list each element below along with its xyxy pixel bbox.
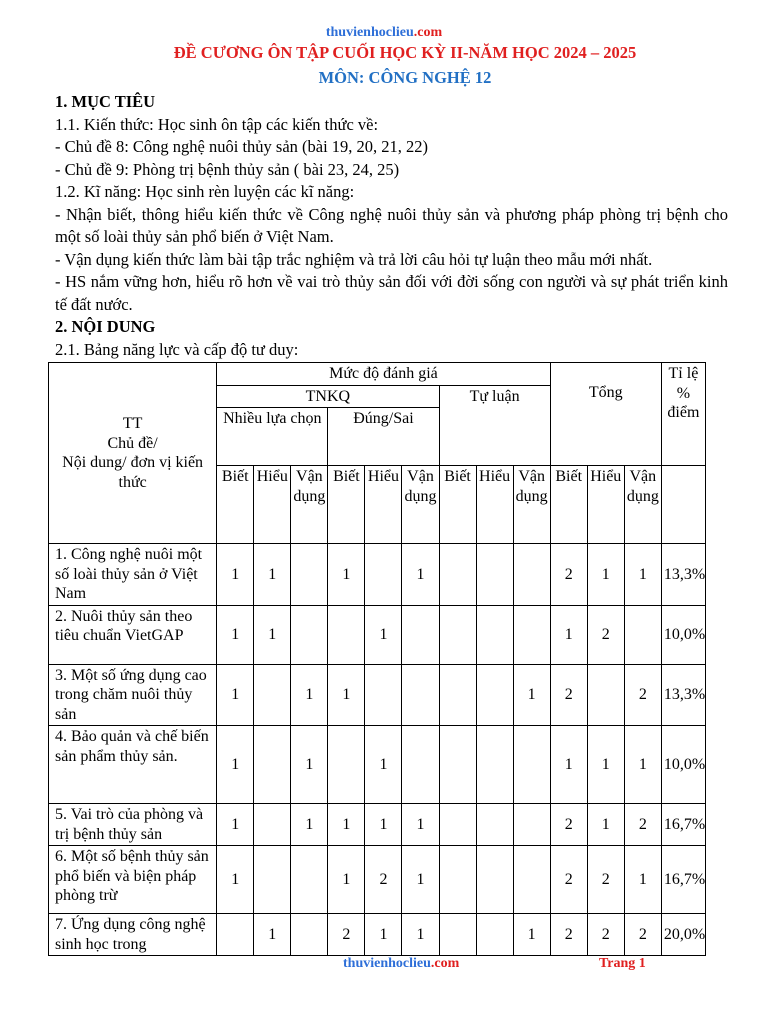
- row-cell: 2: [550, 846, 587, 914]
- table-row: [49, 664, 706, 726]
- row-cell: 1: [328, 804, 365, 846]
- row-cell: [624, 605, 661, 664]
- row-ratio: 20,0%: [661, 914, 705, 956]
- row-ratio: 10,0%: [661, 726, 705, 804]
- header-understand: Hiểu: [365, 466, 402, 544]
- site-logo-bottom: thuvienhoclieu.com: [343, 956, 460, 971]
- row-cell: 1: [217, 804, 254, 846]
- row-topic: 5. Vai trò của phòng và trị bệnh thủy sản: [49, 804, 217, 846]
- row-cell: 1: [513, 914, 550, 956]
- row-cell: 1: [254, 544, 291, 606]
- header-ratio: Tỉ lệ % điểm: [661, 363, 705, 466]
- header-level: Mức độ đánh giá: [217, 363, 550, 386]
- row-topic: 4. Bảo quản và chế biến sản phẩm thủy sản.: [49, 726, 217, 804]
- row-cell: 2: [550, 914, 587, 956]
- row-cell: [291, 846, 328, 914]
- table-row: [49, 804, 706, 846]
- row-cell: [439, 664, 476, 726]
- row-cell: 2: [550, 804, 587, 846]
- row-cell: [291, 544, 328, 606]
- row-cell: [513, 846, 550, 914]
- row-cell: 1: [365, 726, 402, 804]
- site-logo-top: thuvienhoclieu.com: [325, 25, 443, 40]
- row-cell: 2: [365, 846, 402, 914]
- skill-item-2: - Vận dụng kiến thức làm bài tập trắc nghiệm và trả lời câu hỏi tự luận theo mẫu mới nhất.: [55, 249, 653, 269]
- header-apply: Vận dụng: [513, 466, 550, 544]
- topic-8-line: - Chủ đề 8: Công nghệ nuôi thủy sản (bài 19, 20, 21, 22): [55, 137, 429, 156]
- document-title: ĐỀ CƯƠNG ÔN TẬP CUỐI HỌC KỲ II-NĂM HỌC 2024 – 2025: [173, 43, 637, 62]
- row-cell: 1: [550, 726, 587, 804]
- header-total: Tổng: [550, 363, 661, 466]
- row-cell: 1: [328, 664, 365, 726]
- row-cell: [328, 605, 365, 664]
- row-cell: [476, 914, 513, 956]
- row-ratio: 13,3%: [661, 544, 705, 606]
- row-cell: [365, 664, 402, 726]
- row-ratio: 16,7%: [661, 846, 705, 914]
- header-know: Biết: [328, 466, 365, 544]
- row-cell: [476, 664, 513, 726]
- row-cell: 1: [217, 846, 254, 914]
- header-apply: Vận dụng: [291, 466, 328, 544]
- row-cell: [476, 544, 513, 606]
- row-cell: 1: [624, 726, 661, 804]
- row-cell: 2: [587, 914, 624, 956]
- row-cell: [439, 605, 476, 664]
- header-understand: Hiểu: [476, 466, 513, 544]
- row-cell: 1: [402, 544, 439, 606]
- row-cell: 1: [624, 846, 661, 914]
- row-cell: [328, 726, 365, 804]
- row-cell: [439, 726, 476, 804]
- header-understand: Hiểu: [587, 466, 624, 544]
- row-cell: 1: [328, 846, 365, 914]
- row-cell: [476, 605, 513, 664]
- row-cell: 1: [217, 605, 254, 664]
- header-tnkq: TNKQ: [217, 385, 439, 408]
- row-topic: 7. Ứng dụng công nghệ sinh học trong: [49, 914, 217, 956]
- row-cell: [513, 726, 550, 804]
- subject-title: MÔN: CÔNG NGHỆ 12: [318, 68, 492, 87]
- row-cell: 1: [402, 914, 439, 956]
- header-know: Biết: [550, 466, 587, 544]
- row-ratio: 16,7%: [661, 804, 705, 846]
- row-cell: [513, 544, 550, 606]
- section-content-heading: 2. NỘI DUNG: [55, 317, 156, 336]
- row-cell: 2: [328, 914, 365, 956]
- header-know: Biết: [217, 466, 254, 544]
- document-body: [55, 91, 728, 361]
- topic-9-line: - Chủ đề 9: Phòng trị bệnh thủy sản ( bài 23, 24, 25): [55, 159, 400, 179]
- row-cell: 1: [217, 664, 254, 726]
- row-cell: 1: [587, 804, 624, 846]
- table-row: [49, 914, 706, 956]
- row-cell: [365, 544, 402, 606]
- row-cell: 1: [624, 544, 661, 606]
- row-cell: [439, 544, 476, 606]
- row-cell: [254, 804, 291, 846]
- row-cell: [217, 914, 254, 956]
- row-cell: 1: [365, 914, 402, 956]
- row-cell: 2: [587, 846, 624, 914]
- header-true-false: Đúng/Sai: [328, 408, 439, 466]
- table-row: [49, 544, 706, 606]
- table-row: [49, 846, 706, 914]
- row-cell: 1: [402, 804, 439, 846]
- row-cell: [402, 664, 439, 726]
- header-ratio-blank: [661, 466, 705, 544]
- row-ratio: 10,0%: [661, 605, 705, 664]
- table-body: [49, 544, 706, 956]
- row-cell: 2: [550, 544, 587, 606]
- row-cell: [439, 846, 476, 914]
- competency-table: [48, 362, 706, 956]
- row-cell: 1: [587, 726, 624, 804]
- row-cell: [476, 726, 513, 804]
- row-cell: 1: [291, 804, 328, 846]
- row-cell: 1: [587, 544, 624, 606]
- row-cell: 1: [365, 605, 402, 664]
- row-cell: 1: [328, 544, 365, 606]
- row-topic: 6. Một số bệnh thủy sản phổ biến và biện pháp phòng trừ: [49, 846, 217, 914]
- row-cell: 1: [217, 726, 254, 804]
- header-apply: Vận dụng: [402, 466, 439, 544]
- row-cell: 1: [291, 664, 328, 726]
- header-topic: TT Chủ đề/ Nội dung/ đơn vị kiến thức: [49, 363, 217, 544]
- row-cell: [402, 605, 439, 664]
- header-apply: Vận dụng: [624, 466, 661, 544]
- row-cell: [439, 804, 476, 846]
- row-cell: [254, 664, 291, 726]
- skill-item-1: - Nhận biết, thông hiểu kiến thức về Công nghệ nuôi thủy sản và phương pháp phòng trị bệnh cho một số loài thủy sản phổ biến ở Việt Nam.: [55, 204, 728, 246]
- row-topic: 2. Nuôi thủy sản theo tiêu chuẩn VietGAP: [49, 605, 217, 664]
- row-cell: 2: [587, 605, 624, 664]
- row-cell: 1: [365, 804, 402, 846]
- row-ratio: 13,3%: [661, 664, 705, 726]
- row-topic: 1. Công nghệ nuôi một số loài thủy sản ở Việt Nam: [49, 544, 217, 606]
- row-cell: [513, 605, 550, 664]
- row-cell: 2: [624, 804, 661, 846]
- skills-line: 1.2. Kĩ năng: Học sinh rèn luyện các kĩ năng:: [55, 182, 355, 201]
- row-cell: 1: [217, 544, 254, 606]
- row-cell: 2: [550, 664, 587, 726]
- row-cell: [254, 726, 291, 804]
- header-essay: Tự luận: [439, 385, 550, 466]
- row-cell: [587, 664, 624, 726]
- row-cell: 1: [291, 726, 328, 804]
- knowledge-line: 1.1. Kiến thức: Học sinh ôn tập các kiến thức về:: [55, 114, 379, 134]
- row-cell: [439, 914, 476, 956]
- header-know: Biết: [439, 466, 476, 544]
- row-cell: 2: [624, 664, 661, 726]
- row-cell: 1: [550, 605, 587, 664]
- section-objectives-heading: 1. MỤC TIÊU: [55, 92, 156, 111]
- row-cell: [513, 804, 550, 846]
- row-cell: [476, 804, 513, 846]
- table-row: [49, 726, 706, 804]
- table-caption: 2.1. Bảng năng lực và cấp độ tư duy:: [55, 339, 299, 359]
- row-cell: 2: [624, 914, 661, 956]
- table-row: [49, 605, 706, 664]
- row-cell: [291, 605, 328, 664]
- row-cell: 1: [402, 846, 439, 914]
- row-cell: 1: [254, 605, 291, 664]
- skill-item-3: - HS nắm vững hơn, hiểu rõ hơn về vai trò thủy sản đối với đời sống con người và sự phát triển kinh tế đất nước.: [55, 272, 728, 314]
- row-cell: [476, 846, 513, 914]
- row-cell: [291, 914, 328, 956]
- page-number: Trang 1: [599, 956, 646, 971]
- row-cell: [402, 726, 439, 804]
- row-topic: 3. Một số ứng dụng cao trong chăm nuôi thủy sản: [49, 664, 217, 726]
- header-multiple-choice: Nhiều lựa chọn: [217, 408, 328, 466]
- row-cell: 1: [513, 664, 550, 726]
- row-cell: 1: [254, 914, 291, 956]
- row-cell: [254, 846, 291, 914]
- header-understand: Hiểu: [254, 466, 291, 544]
